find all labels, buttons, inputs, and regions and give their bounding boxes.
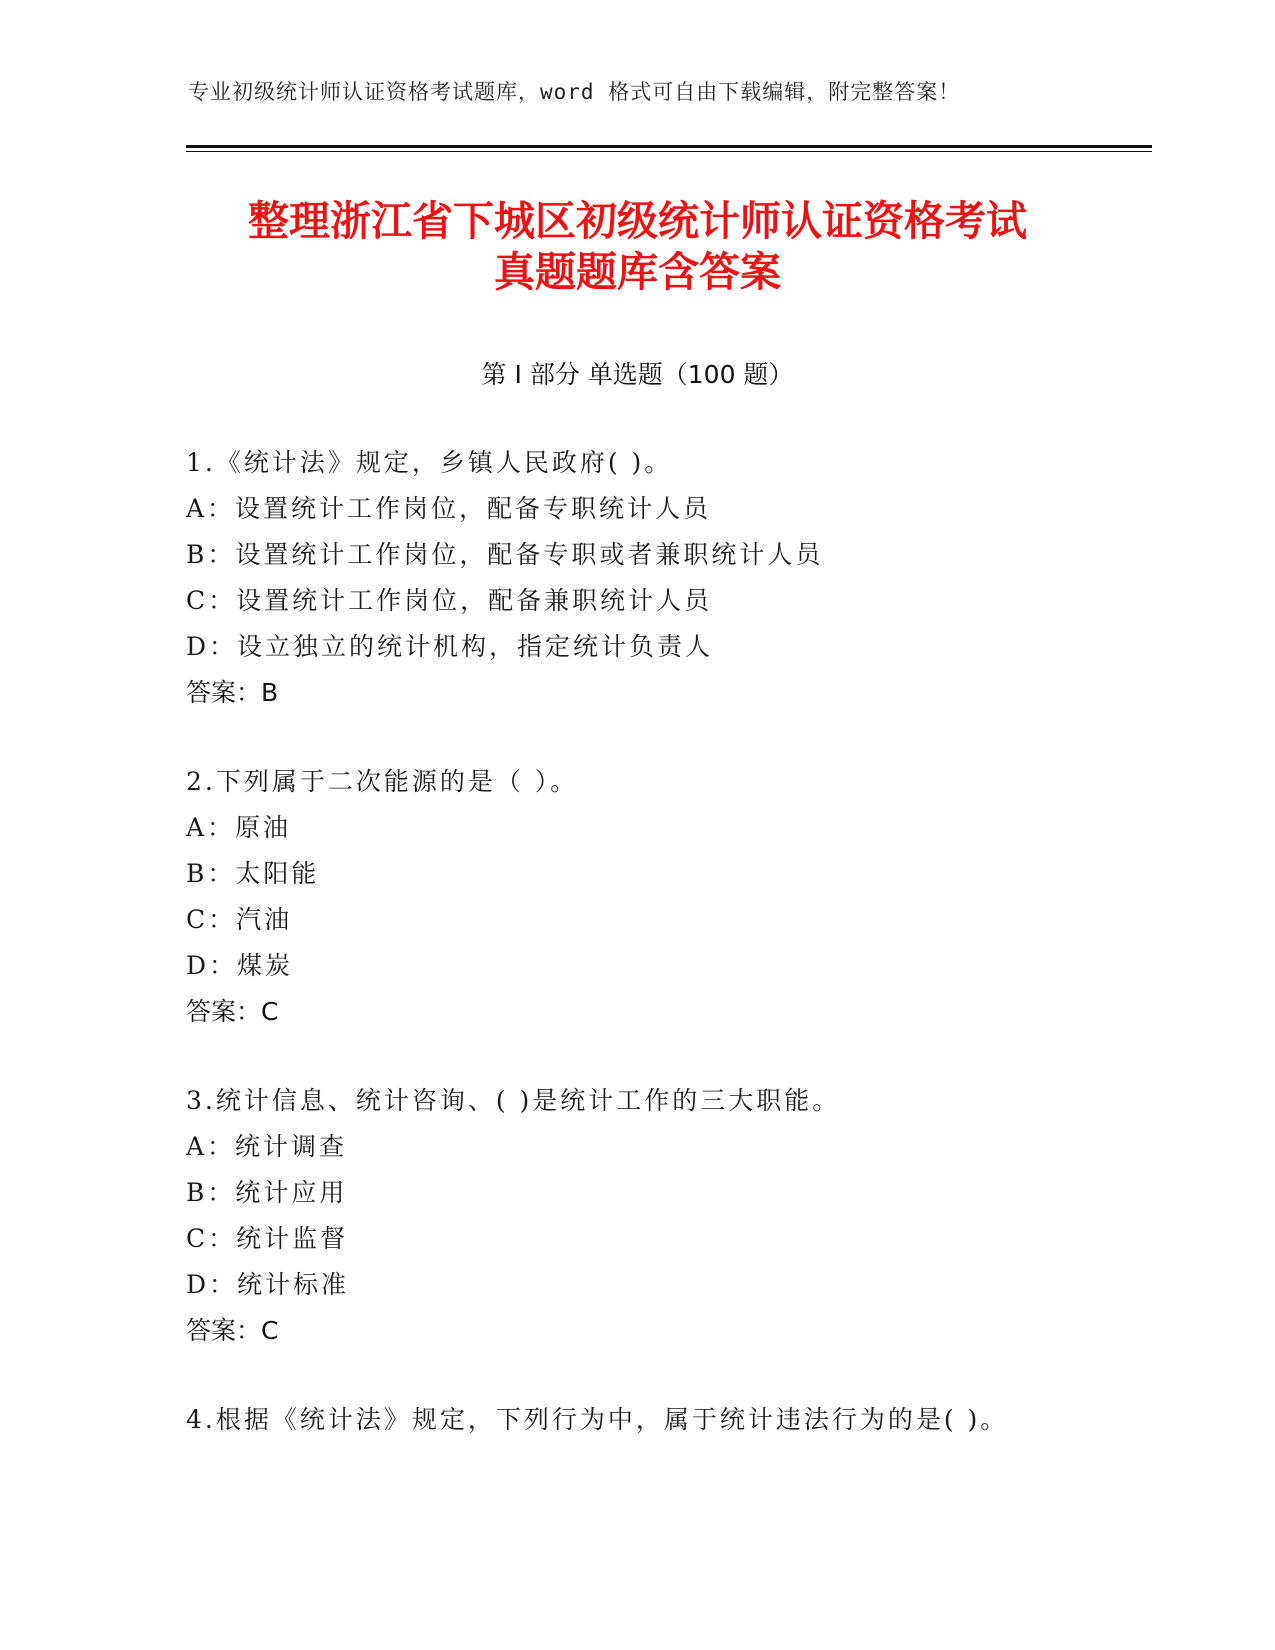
question-list (186, 440, 1076, 1486)
option-d: D：统计标准 (186, 1270, 350, 1299)
option-c: C：汽油 (186, 905, 293, 934)
option-a: A：原油 (186, 813, 292, 842)
question-4 (186, 1397, 1076, 1443)
answer: 答案：B (186, 678, 279, 707)
header-rule-thin (186, 151, 1152, 152)
option-d: D：设立独立的统计机构，指定统计负责人 (186, 632, 714, 661)
page-header: 专业初级统计师认证资格考试题库，word 格式可自由下载编辑，附完整答案！ (188, 80, 961, 104)
answer: 答案：C (186, 1316, 279, 1345)
option-a: A：统计调查 (186, 1132, 348, 1161)
document-title (150, 196, 1125, 298)
question-stem: 2.下列属于二次能源的是（ ）。 (186, 767, 579, 796)
option-d: D：煤炭 (186, 951, 294, 980)
option-a: A：设置统计工作岗位，配备专职统计人员 (186, 494, 712, 523)
answer: 答案：C (186, 997, 279, 1026)
question-stem: 1.《统计法》规定，乡镇人民政府( )。 (186, 448, 673, 477)
question-3 (186, 1078, 1076, 1354)
header-rule-thick (186, 145, 1152, 148)
question-stem: 4.根据《统计法》规定，下列行为中，属于统计违法行为的是( )。 (186, 1405, 1009, 1434)
question-2 (186, 759, 1076, 1035)
section-title: 第 I 部分 单选题（100 题） (481, 360, 794, 389)
document-title-line-1: 整理浙江省下城区初级统计师认证资格考试 (248, 197, 1027, 245)
option-c: C：设置统计工作岗位，配备兼职统计人员 (186, 586, 713, 615)
option-b: B：太阳能 (186, 859, 320, 888)
option-c: C：统计监督 (186, 1224, 349, 1253)
question-1 (186, 440, 1076, 716)
option-b: B：统计应用 (186, 1178, 348, 1207)
document-title-line-2: 真题题库含答案 (494, 248, 781, 296)
option-b: B：设置统计工作岗位，配备专职或者兼职统计人员 (186, 540, 824, 569)
question-stem: 3.统计信息、统计咨询、( )是统计工作的三大职能。 (186, 1086, 841, 1115)
